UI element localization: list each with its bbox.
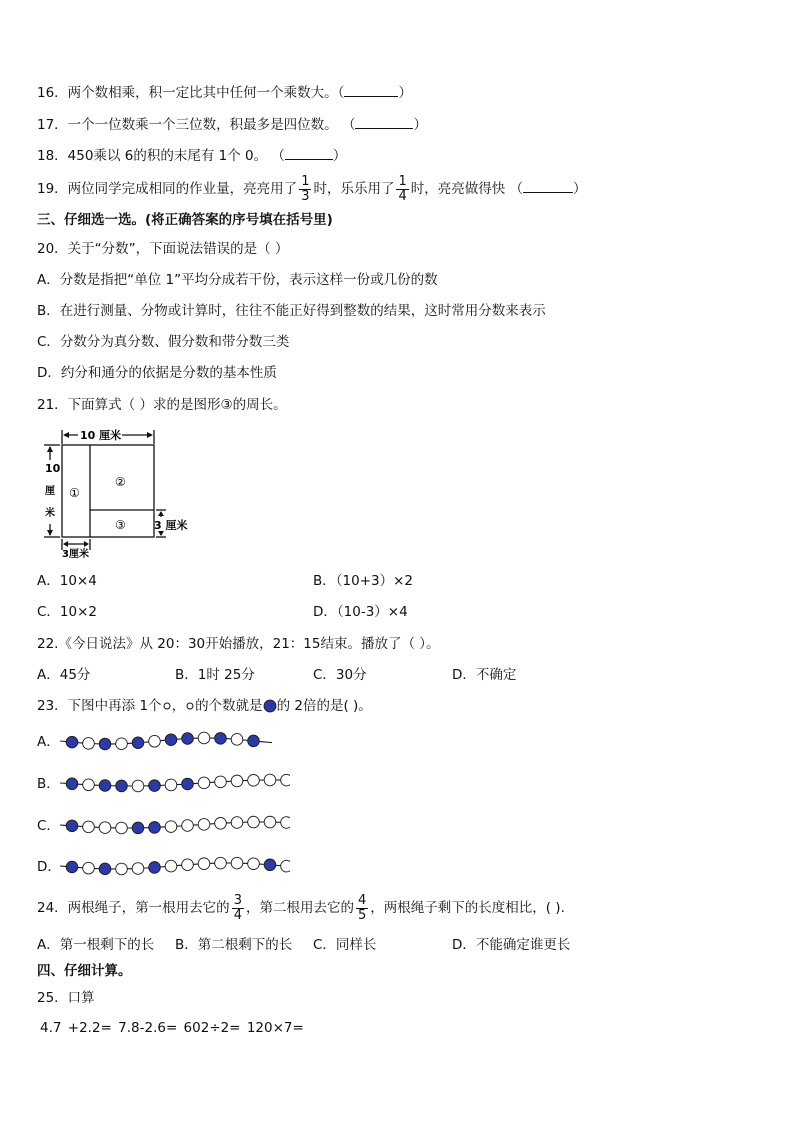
- hollow-bead: [165, 779, 177, 791]
- q23-stem-post: 的 2倍的是( )。: [276, 698, 372, 714]
- hollow-bead: [83, 779, 95, 791]
- hollow-bead: [231, 817, 243, 829]
- hollow-bead: [281, 774, 290, 786]
- q20-stem: 20．关于“分数”，下面说法错误的是（ ）: [37, 241, 289, 257]
- filled-bead: [99, 780, 111, 792]
- q20-option-c[interactable]: C．分数分为真分数、假分数和带分数三类: [37, 334, 290, 350]
- fraction-numerator: 1: [398, 173, 407, 189]
- filled-bead: [66, 736, 78, 748]
- hollow-bead: [281, 860, 290, 872]
- q23-stem-mid2: 的个数就是: [195, 698, 263, 714]
- section-4-heading: 四、仔细计算。: [37, 963, 132, 979]
- q16-close: ）: [398, 85, 412, 101]
- q19-close: ）: [573, 181, 587, 197]
- hollow-bead: [248, 858, 260, 870]
- hollow-bead: [248, 774, 260, 786]
- filled-bead: [66, 820, 78, 832]
- answer-blank[interactable]: [285, 145, 333, 160]
- filled-bead: [215, 733, 227, 745]
- region-3-label: ③: [115, 518, 126, 532]
- fraction-three-fourths: [232, 894, 244, 923]
- hollow-bead: [198, 732, 210, 744]
- question-19: [37, 172, 587, 206]
- hollow-bead: [99, 822, 111, 834]
- q21-option-b[interactable]: B．（10+3）×2: [313, 573, 413, 589]
- filled-bead: [149, 822, 161, 834]
- hollow-bead: [198, 777, 210, 789]
- q19-mid: 时，乐乐用了: [313, 181, 395, 197]
- filled-bead: [132, 737, 144, 749]
- q22-option-a[interactable]: A．45分: [37, 667, 91, 683]
- q23-option-d-label[interactable]: D．: [37, 859, 61, 875]
- hollow-bead: [149, 735, 161, 747]
- fraction-four-fifths: [356, 894, 368, 923]
- question-16: [37, 82, 412, 102]
- q23-stem-pre: 23．下图中再添 1个: [37, 698, 162, 714]
- q23-option-a-label[interactable]: A．: [37, 734, 60, 750]
- dim-left-label-3: 米: [45, 508, 55, 519]
- q24-option-b[interactable]: B．第二根剩下的长: [175, 937, 293, 953]
- fraction-one-third: [299, 175, 311, 204]
- filled-bead: [182, 778, 194, 790]
- hollow-bead: [83, 821, 95, 833]
- q24-pre: 24．两根绳子，第一根用去它的: [37, 900, 230, 916]
- q24-option-d[interactable]: D．不能确定谁更长: [452, 937, 571, 953]
- q22-option-d[interactable]: D．不确定: [452, 667, 517, 683]
- hollow-bead: [215, 776, 227, 788]
- hollow-bead: [198, 819, 210, 831]
- q22-option-c[interactable]: C．30分: [313, 667, 367, 683]
- fraction-denominator: 5: [357, 907, 367, 923]
- hollow-bead: [215, 857, 227, 869]
- hollow-bead: [231, 857, 243, 869]
- q19-post: 时，亮亮做得快 （: [410, 181, 524, 197]
- filled-bead: [66, 778, 78, 790]
- hollow-bead: [132, 863, 144, 875]
- q17-close: ）: [413, 117, 427, 133]
- hollow-bead: [182, 859, 194, 871]
- hollow-bead: [116, 822, 128, 834]
- q24-post: ，两根绳子剩下的长度相比，( ).: [370, 900, 565, 916]
- fraction-numerator: 4: [357, 892, 367, 908]
- filled-bead: [66, 861, 78, 873]
- question-24: [37, 888, 565, 928]
- dim-bottom-label: 3厘米: [62, 549, 89, 560]
- rectangle-diagram: [38, 424, 198, 560]
- hollow-bead: [281, 817, 290, 829]
- section-3-heading: 三、仔细选一选。(将正确答案的序号填在括号里): [37, 212, 333, 228]
- q21-option-c[interactable]: C．10×2: [37, 604, 98, 620]
- fraction-denominator: 4: [398, 188, 407, 204]
- question-18: [37, 145, 346, 165]
- dim-left-label-1: 10: [45, 462, 61, 475]
- hollow-bead: [215, 818, 227, 830]
- hollow-bead-icon: [162, 701, 172, 711]
- q20-option-d[interactable]: D．约分和通分的依据是分数的基本性质: [37, 365, 277, 381]
- dim-top-label: 10 厘米: [80, 429, 122, 442]
- q18-close: ）: [332, 148, 347, 164]
- q23-stem: [37, 697, 372, 715]
- q23-option-b-label[interactable]: B．: [37, 776, 60, 792]
- fraction-denominator: 3: [301, 188, 310, 204]
- filled-bead: [116, 780, 128, 792]
- q23-option-c-label[interactable]: C．: [37, 818, 60, 834]
- filled-bead: [264, 859, 276, 871]
- q21-option-a[interactable]: A．10×4: [37, 573, 97, 589]
- hollow-bead: [264, 816, 276, 828]
- filled-bead-icon: [263, 699, 277, 713]
- hollow-bead-icon: [185, 701, 195, 711]
- q23-stem-mid: ，: [171, 698, 186, 714]
- hollow-bead: [198, 858, 210, 870]
- question-17: [37, 114, 427, 134]
- hollow-bead: [132, 780, 144, 792]
- q21-option-d[interactable]: D．（10-3）×4: [313, 604, 408, 620]
- filled-bead: [132, 822, 144, 834]
- q20-option-b[interactable]: B．在进行测量、分物或计算时，往往不能正好得到整数的结果，这时常用分数来表示: [37, 303, 546, 319]
- q24-option-a[interactable]: A．第一根剩下的长: [37, 937, 155, 953]
- filled-bead: [182, 733, 194, 745]
- q18-text: 18．450乘以 6的积的末尾有 1个 0。 （: [37, 148, 285, 164]
- q24-mid: ，第二根用去它的: [245, 900, 354, 916]
- fraction-denominator: 4: [233, 907, 242, 923]
- filled-bead: [99, 738, 111, 750]
- q24-option-c[interactable]: C．同样长: [313, 937, 377, 953]
- hollow-bead: [248, 816, 260, 828]
- hollow-bead: [83, 738, 95, 750]
- q20-option-a[interactable]: A．分数是指把“单位 1”平均分成若干份，表示这样一份或几份的数: [37, 272, 438, 288]
- filled-bead: [149, 780, 161, 792]
- hollow-bead: [231, 775, 243, 787]
- q21-stem: 21．下面算式（ ）求的是图形③的周长。: [37, 397, 287, 413]
- answer-blank[interactable]: [344, 82, 398, 97]
- fraction-numerator: 1: [301, 173, 310, 189]
- q25-stem: 25．口算: [37, 990, 95, 1006]
- fraction-one-fourth: [396, 175, 408, 204]
- region-1-label: ①: [69, 486, 80, 500]
- hollow-bead: [116, 863, 128, 875]
- fraction-numerator: 3: [233, 892, 242, 908]
- hollow-bead: [83, 862, 95, 874]
- bead-strings-figure: [60, 722, 290, 887]
- hollow-bead: [182, 820, 194, 832]
- q22-option-b[interactable]: B．1时 25分: [175, 667, 255, 683]
- dim-right-label: 3 厘米: [154, 519, 188, 532]
- filled-bead: [99, 863, 111, 875]
- dim-left-label-2: 厘: [45, 486, 55, 497]
- answer-blank[interactable]: [355, 114, 413, 129]
- filled-bead: [165, 734, 177, 746]
- hollow-bead: [165, 821, 177, 833]
- region-2-label: ②: [115, 475, 126, 489]
- q16-text: 16．两个数相乘，积一定比其中任何一个乘数大。（: [37, 85, 345, 101]
- hollow-bead: [264, 774, 276, 786]
- q19-pre: 19．两位同学完成相同的作业量，亮亮用了: [37, 181, 298, 197]
- filled-bead: [248, 735, 260, 747]
- hollow-bead: [165, 860, 177, 872]
- filled-bead: [149, 862, 161, 874]
- answer-blank[interactable]: [523, 178, 573, 193]
- q22-stem: 22.《今日说法》从 20：30开始播放，21：15结束。播放了（ ）。: [37, 636, 440, 652]
- hollow-bead: [231, 734, 243, 746]
- hollow-bead: [116, 738, 128, 750]
- q17-text: 17．一个一位数乘一个三位数，积最多是四位数。 （: [37, 117, 356, 133]
- q25-items: 4.7 +2.2= 7.8-2.6= 602÷2= 120×7=: [40, 1020, 304, 1036]
